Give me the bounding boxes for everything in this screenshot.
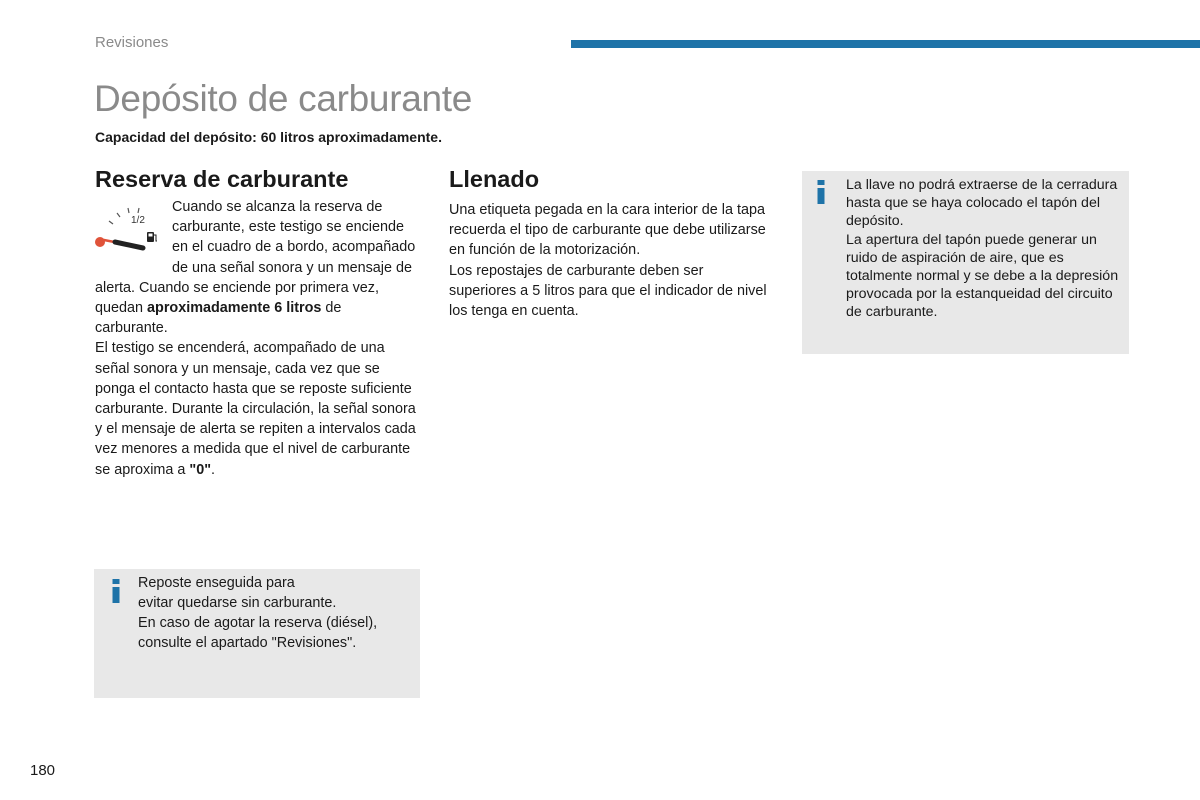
gauge-half-label: 1/2	[131, 215, 145, 226]
info-icon	[816, 180, 826, 204]
filling-section	[449, 200, 769, 321]
fuel-gauge-icon	[95, 197, 167, 261]
reserve-heading: Reserva de carburante	[95, 166, 349, 192]
filling-paragraph-1: Una etiqueta pegada en la cara interior de la tapa recuerda el tipo de carburante que debe utilizarse en función de la motorización.	[449, 202, 766, 259]
capacity-note: Capacidad del depósito: 60 litros aproximadamente.	[95, 129, 442, 145]
page-number: 180	[30, 762, 56, 779]
reserve-info-note: Reposte enseguida para evitar quedarse sin carburante. En caso de agotar la reserva (diésel), consulte el apartado "Revisiones".	[94, 569, 420, 698]
page-title: Depósito de carburante	[94, 78, 473, 119]
section-label: Revisiones	[95, 34, 169, 51]
filling-info-note: La llave no podrá extraerse de la cerradura hasta que se haya colocado el tapón del depósito. La apertura del tapón puede generar un ruido de aspiración de aire, que es totalmente normal y se debe a la depresión provocada por la estanqueidad del circuito de carburante.	[802, 171, 1129, 354]
reserve-section: 1/2 Cuando se alcanza la reserva de carburante, este testigo se enciende en el cuadro de a bordo, acompañado de una señal sonora y un mensaje de alerta. Cuando se enciende por primera vez, quedan aproximadamente 6 litros de carburante. El testigo se encenderá, acompañado de una señal sonora y un mensaje, cada vez que se ponga el contacto hasta que se reposte suficiente carburante. Durante la circulación, la señal sonora y el mensaje de alerta se repiten a intervalos cada vez menores a medida que el nivel de carburante se aproxima a "0".	[95, 199, 416, 478]
header-accent-bar	[571, 40, 1200, 48]
filling-paragraph-2: Los repostajes de carburante deben ser superiores a 5 litros para que el indicador de nivel los tenga en cuenta.	[449, 262, 767, 320]
info-icon	[111, 579, 121, 603]
filling-heading: Llenado	[449, 166, 540, 192]
